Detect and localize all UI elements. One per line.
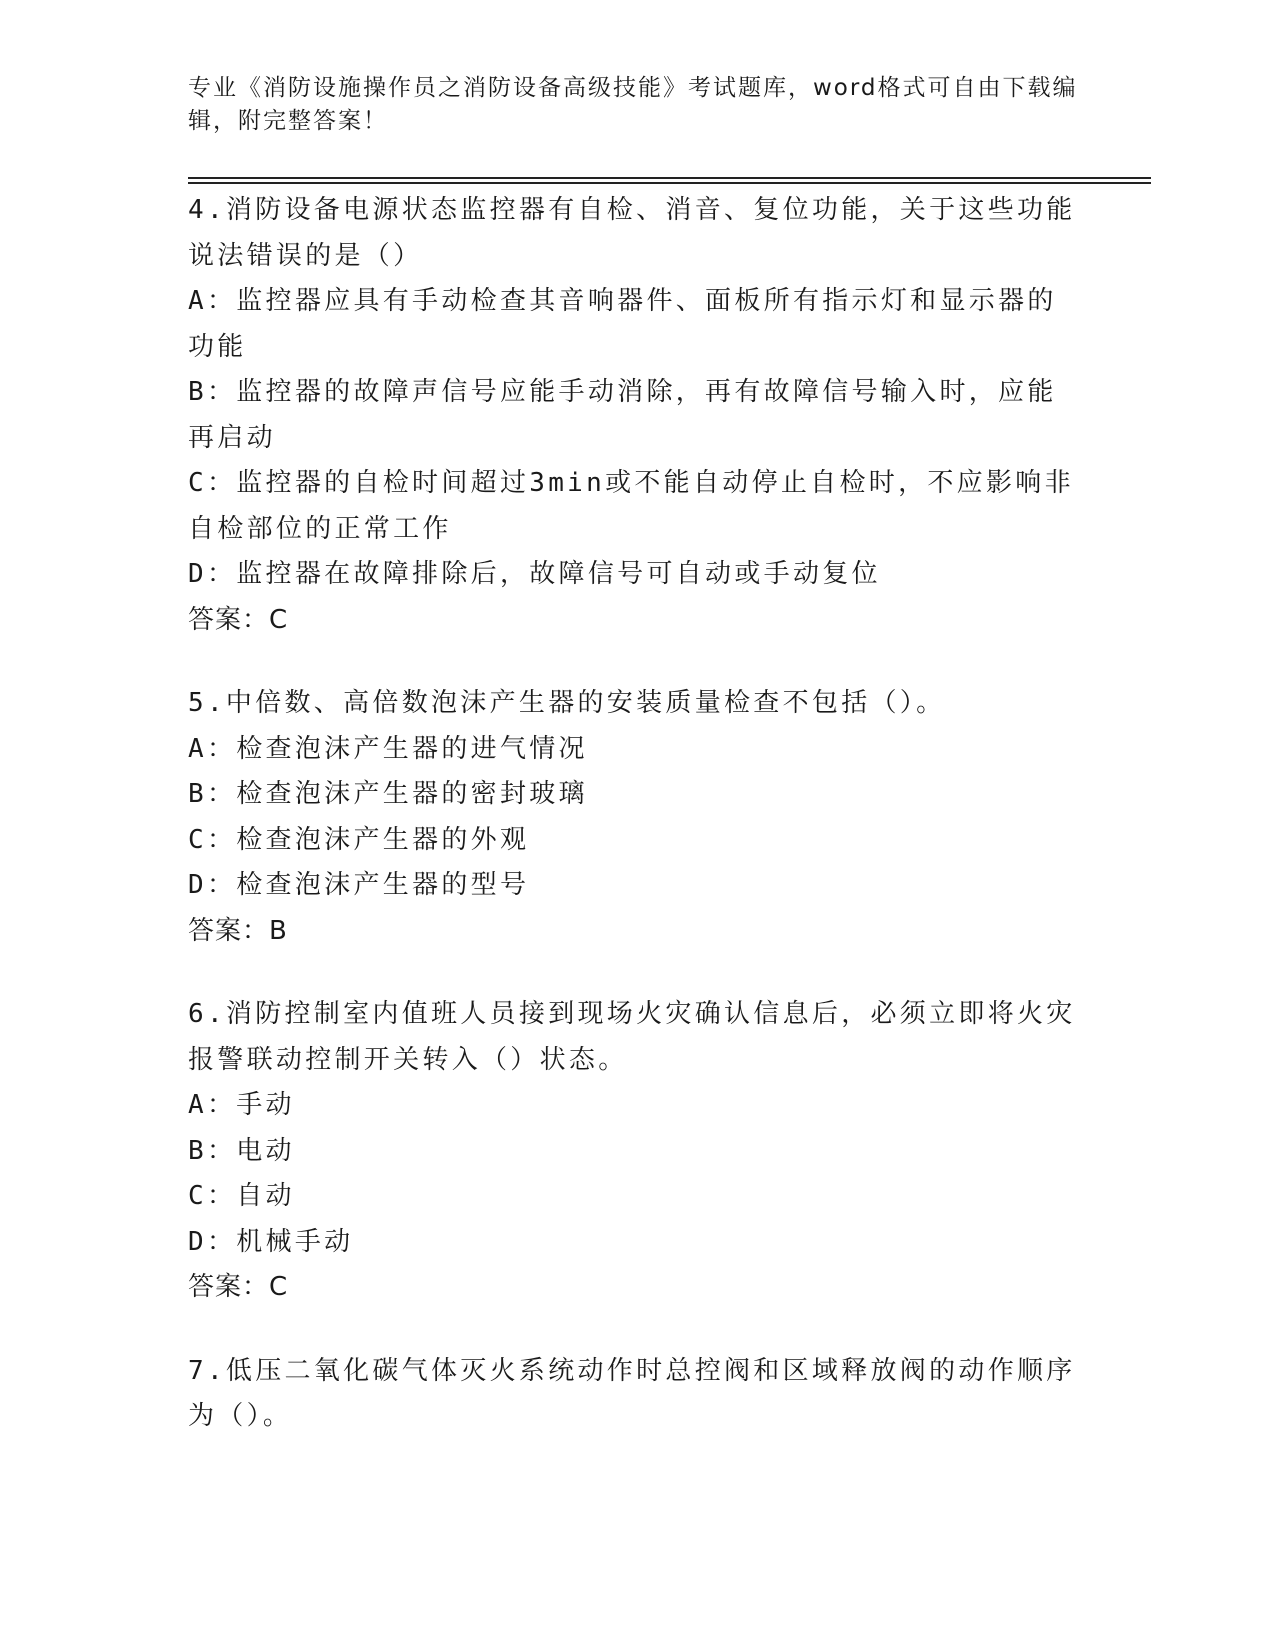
question-stem: 7.低压二氧化碳气体灭火系统动作时总控阀和区域释放阀的动作顺序为（）。 bbox=[188, 1355, 1076, 1431]
question-7 bbox=[188, 1349, 1078, 1440]
option-d: D：监控器在故障排除后，故障信号可自动或手动复位 bbox=[188, 559, 881, 589]
option-a: A：监控器应具有手动检查其音响器件、面板所有指示灯和显示器的功能 bbox=[188, 286, 1057, 362]
header-rule-top bbox=[188, 177, 1151, 179]
question-stem: 5.中倍数、高倍数泡沫产生器的安装质量检查不包括（）。 bbox=[188, 688, 946, 718]
question-5 bbox=[188, 681, 1078, 954]
option-d: D：机械手动 bbox=[188, 1226, 354, 1257]
answer: 答案：C bbox=[188, 1272, 289, 1302]
option-b: B：检查泡沫产生器的密封玻璃 bbox=[188, 779, 588, 809]
option-a: A：手动 bbox=[188, 1090, 295, 1120]
question-4 bbox=[188, 188, 1078, 643]
option-c: C：自动 bbox=[188, 1181, 295, 1211]
question-6 bbox=[188, 992, 1078, 1311]
option-d: D：检查泡沫产生器的型号 bbox=[188, 870, 530, 900]
option-c: C：监控器的自检时间超过3min或不能自动停止自检时，不应影响非自检部位的正常工作 bbox=[188, 468, 1074, 544]
header-rule-bottom bbox=[188, 182, 1151, 184]
document-header: 专业《消防设施操作员之消防设备高级技能》考试题库，word格式可自由下载编辑，附完整答案！ bbox=[188, 75, 1078, 134]
option-a: A：检查泡沫产生器的进气情况 bbox=[188, 733, 588, 764]
option-c: C：检查泡沫产生器的外观 bbox=[188, 824, 530, 855]
question-stem: 4.消防设备电源状态监控器有自检、消音、复位功能，关于这些功能说法错误的是（） bbox=[188, 195, 1076, 271]
question-stem: 6.消防控制室内值班人员接到现场火灾确认信息后，必须立即将火灾报警联动控制开关转入（）状态。 bbox=[188, 999, 1076, 1075]
option-b: B：电动 bbox=[188, 1135, 295, 1166]
question-list bbox=[188, 188, 1078, 1478]
option-b: B：监控器的故障声信号应能手动消除，再有故障信号输入时，应能再启动 bbox=[188, 377, 1057, 453]
answer: 答案：C bbox=[188, 604, 289, 635]
answer: 答案：B bbox=[188, 915, 288, 946]
